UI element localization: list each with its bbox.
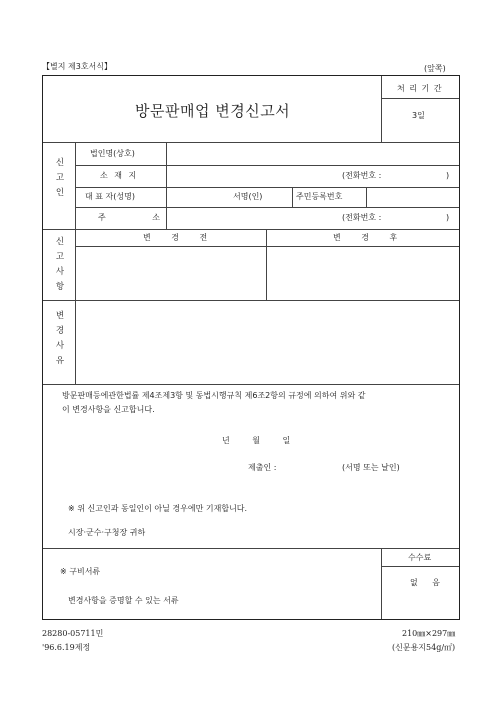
applicant-signature-label: 제출인 : xyxy=(248,463,277,472)
before-after-divider xyxy=(266,229,267,300)
paper-type: (신문용지54g/㎡) xyxy=(392,643,456,652)
declaration-line-2: 이 변경사항을 신고합니다. xyxy=(62,405,155,414)
fee-label: 수수료 xyxy=(408,553,432,562)
before-change-label: 변 경 전 xyxy=(143,233,217,242)
declaration-date: 년 월 일 xyxy=(222,436,291,445)
location-phone-label: (전화번호 : xyxy=(342,171,382,180)
representative-label: 대 표 자(성명) xyxy=(85,192,135,201)
row-line-1 xyxy=(75,165,459,166)
address-phone-close: ) xyxy=(446,213,450,222)
address-phone-label: (전화번호 : xyxy=(342,213,382,222)
processing-divider xyxy=(381,76,382,142)
location-phone-close: ) xyxy=(446,171,450,180)
form-title: 방문판매업 변경신고서 xyxy=(135,102,291,120)
after-change-label: 변 경 후 xyxy=(333,233,407,242)
fee-header-line xyxy=(381,566,459,567)
documents-top-line xyxy=(43,548,459,549)
change-reason-top-line xyxy=(43,300,459,301)
required-document-item: 변경사항을 증명할 수 있는 서류 xyxy=(68,596,179,605)
enacted-date: '96.6.19제정 xyxy=(42,643,91,652)
form-tag: 【별지 제3호서식】 xyxy=(42,62,113,71)
processing-period-value: 3일 xyxy=(412,111,425,120)
location-label: 소 재 지 xyxy=(100,171,139,180)
row-line-3 xyxy=(75,207,459,208)
resident-number-label: 주민등록번호 xyxy=(296,192,343,201)
fee-divider xyxy=(381,548,382,619)
processing-header-line xyxy=(381,98,459,99)
applicant-signature-hint: (서명 또는 날인) xyxy=(342,463,400,472)
change-reason-section-label: 변 경 사 유 xyxy=(55,311,65,366)
section-label-column-line xyxy=(75,142,76,384)
row-line-2 xyxy=(75,187,459,188)
report-items-section-label: 신 고 사 항 xyxy=(55,237,65,292)
change-reason-bottom-line xyxy=(43,384,459,385)
applicant-section-label: 신 고 인 xyxy=(55,158,65,198)
declaration-note: ※ 위 신고인과 동일인이 아닐 경우에만 기재합니다. xyxy=(68,504,248,513)
signature-label: 서명(인) xyxy=(233,192,263,201)
form-number: 28280-05711민 xyxy=(42,629,104,638)
resident-number-divider xyxy=(366,187,367,207)
signature-divider xyxy=(292,187,293,207)
required-documents-label: ※ 구비서류 xyxy=(60,567,101,576)
recipient-label: 시장·군수·구청장 귀하 xyxy=(68,528,146,537)
processing-period-label: 처 리 기 간 xyxy=(397,84,443,93)
page-side-label: (앞쪽) xyxy=(424,64,446,73)
address-label: 주 소 xyxy=(98,213,182,222)
report-items-header-line xyxy=(75,246,459,247)
declaration-line-1: 방문판매등에관한법률 제4조제3항 및 동법시행규칙 제6조2항의 규정에 의하여 위와 같 xyxy=(62,391,366,400)
company-name-label: 법인명(상호) xyxy=(90,149,135,158)
fee-value: 없 음 xyxy=(410,578,446,587)
title-bottom-line xyxy=(43,142,459,143)
report-items-top-line xyxy=(43,229,459,230)
paper-size: 210㎜×297㎜ xyxy=(402,629,456,638)
